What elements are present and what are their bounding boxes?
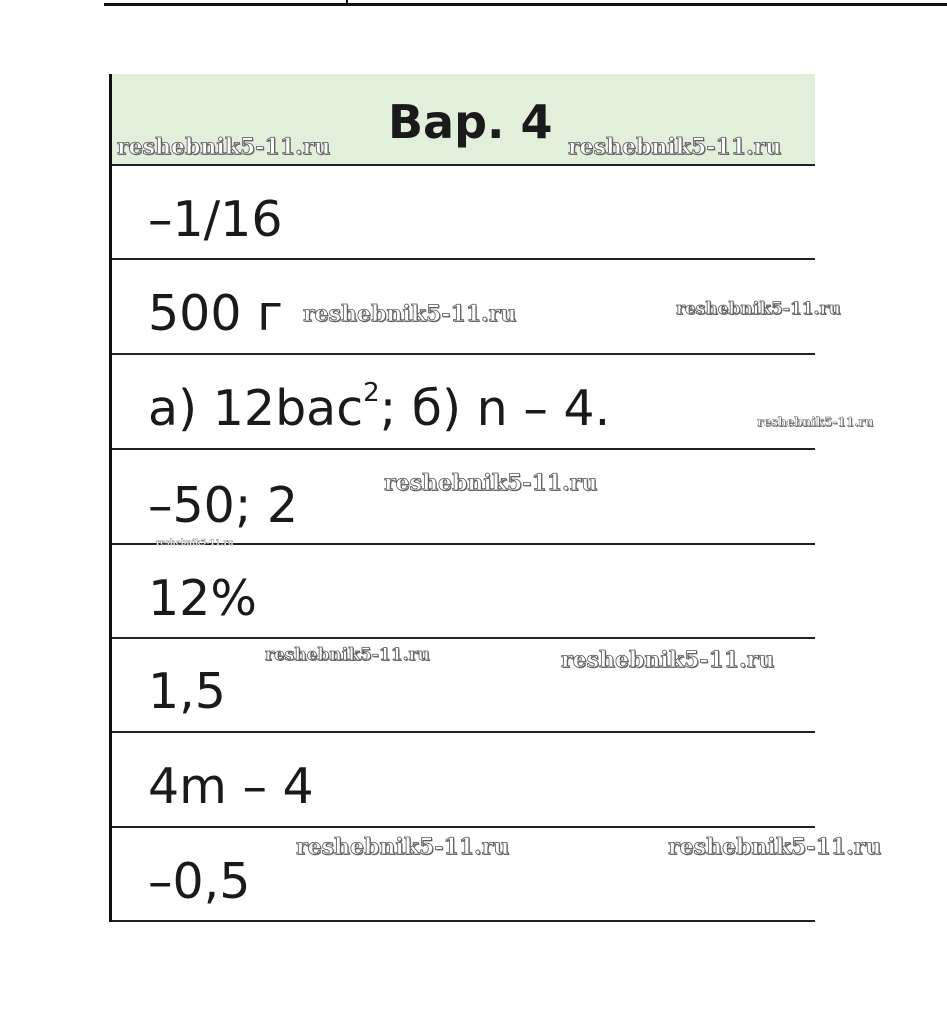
- watermark: reshebnik5-11.ru: [676, 299, 841, 319]
- watermark: reshebnik5-11.ru: [757, 415, 874, 429]
- row-divider: [112, 353, 815, 355]
- row-divider: [112, 258, 815, 260]
- answer-7: 4m – 4: [148, 758, 314, 815]
- answer-2: 500 г: [148, 285, 283, 342]
- row-divider: [112, 826, 815, 828]
- row-divider: [112, 164, 815, 166]
- answer-3-part-b: ; б) n – 4.: [379, 380, 611, 437]
- top-border-line: [104, 3, 947, 6]
- top-border-tick: [346, 0, 348, 6]
- row-divider: [112, 920, 815, 922]
- answer-1: –1/16: [148, 191, 283, 248]
- answers-table: [104, 74, 815, 924]
- watermark: reshebnik5-11.ru: [668, 834, 882, 860]
- watermark: reshebnik5-11.ru: [265, 645, 430, 665]
- watermark: reshebnik5-11.ru: [156, 537, 234, 547]
- answer-3-part-a: а) 12bac: [148, 380, 364, 437]
- answer-4: –50; 2: [148, 477, 299, 534]
- row-divider: [112, 448, 815, 450]
- answer-3-exponent: 2: [363, 378, 380, 408]
- watermark: reshebnik5-11.ru: [384, 470, 598, 496]
- header-title: Вар. 4: [388, 95, 553, 149]
- watermark: reshebnik5-11.ru: [568, 134, 782, 160]
- answer-5: 12%: [148, 570, 257, 627]
- table-left-border: [109, 74, 112, 922]
- watermark: reshebnik5-11.ru: [296, 834, 510, 860]
- watermark: reshebnik5-11.ru: [303, 301, 517, 327]
- watermark: reshebnik5-11.ru: [561, 647, 775, 673]
- answer-8: –0,5: [148, 853, 251, 910]
- watermark: reshebnik5-11.ru: [117, 134, 331, 160]
- row-divider: [112, 731, 815, 733]
- answer-3: [148, 379, 610, 439]
- answer-6: 1,5: [148, 663, 226, 720]
- row-divider: [112, 637, 815, 639]
